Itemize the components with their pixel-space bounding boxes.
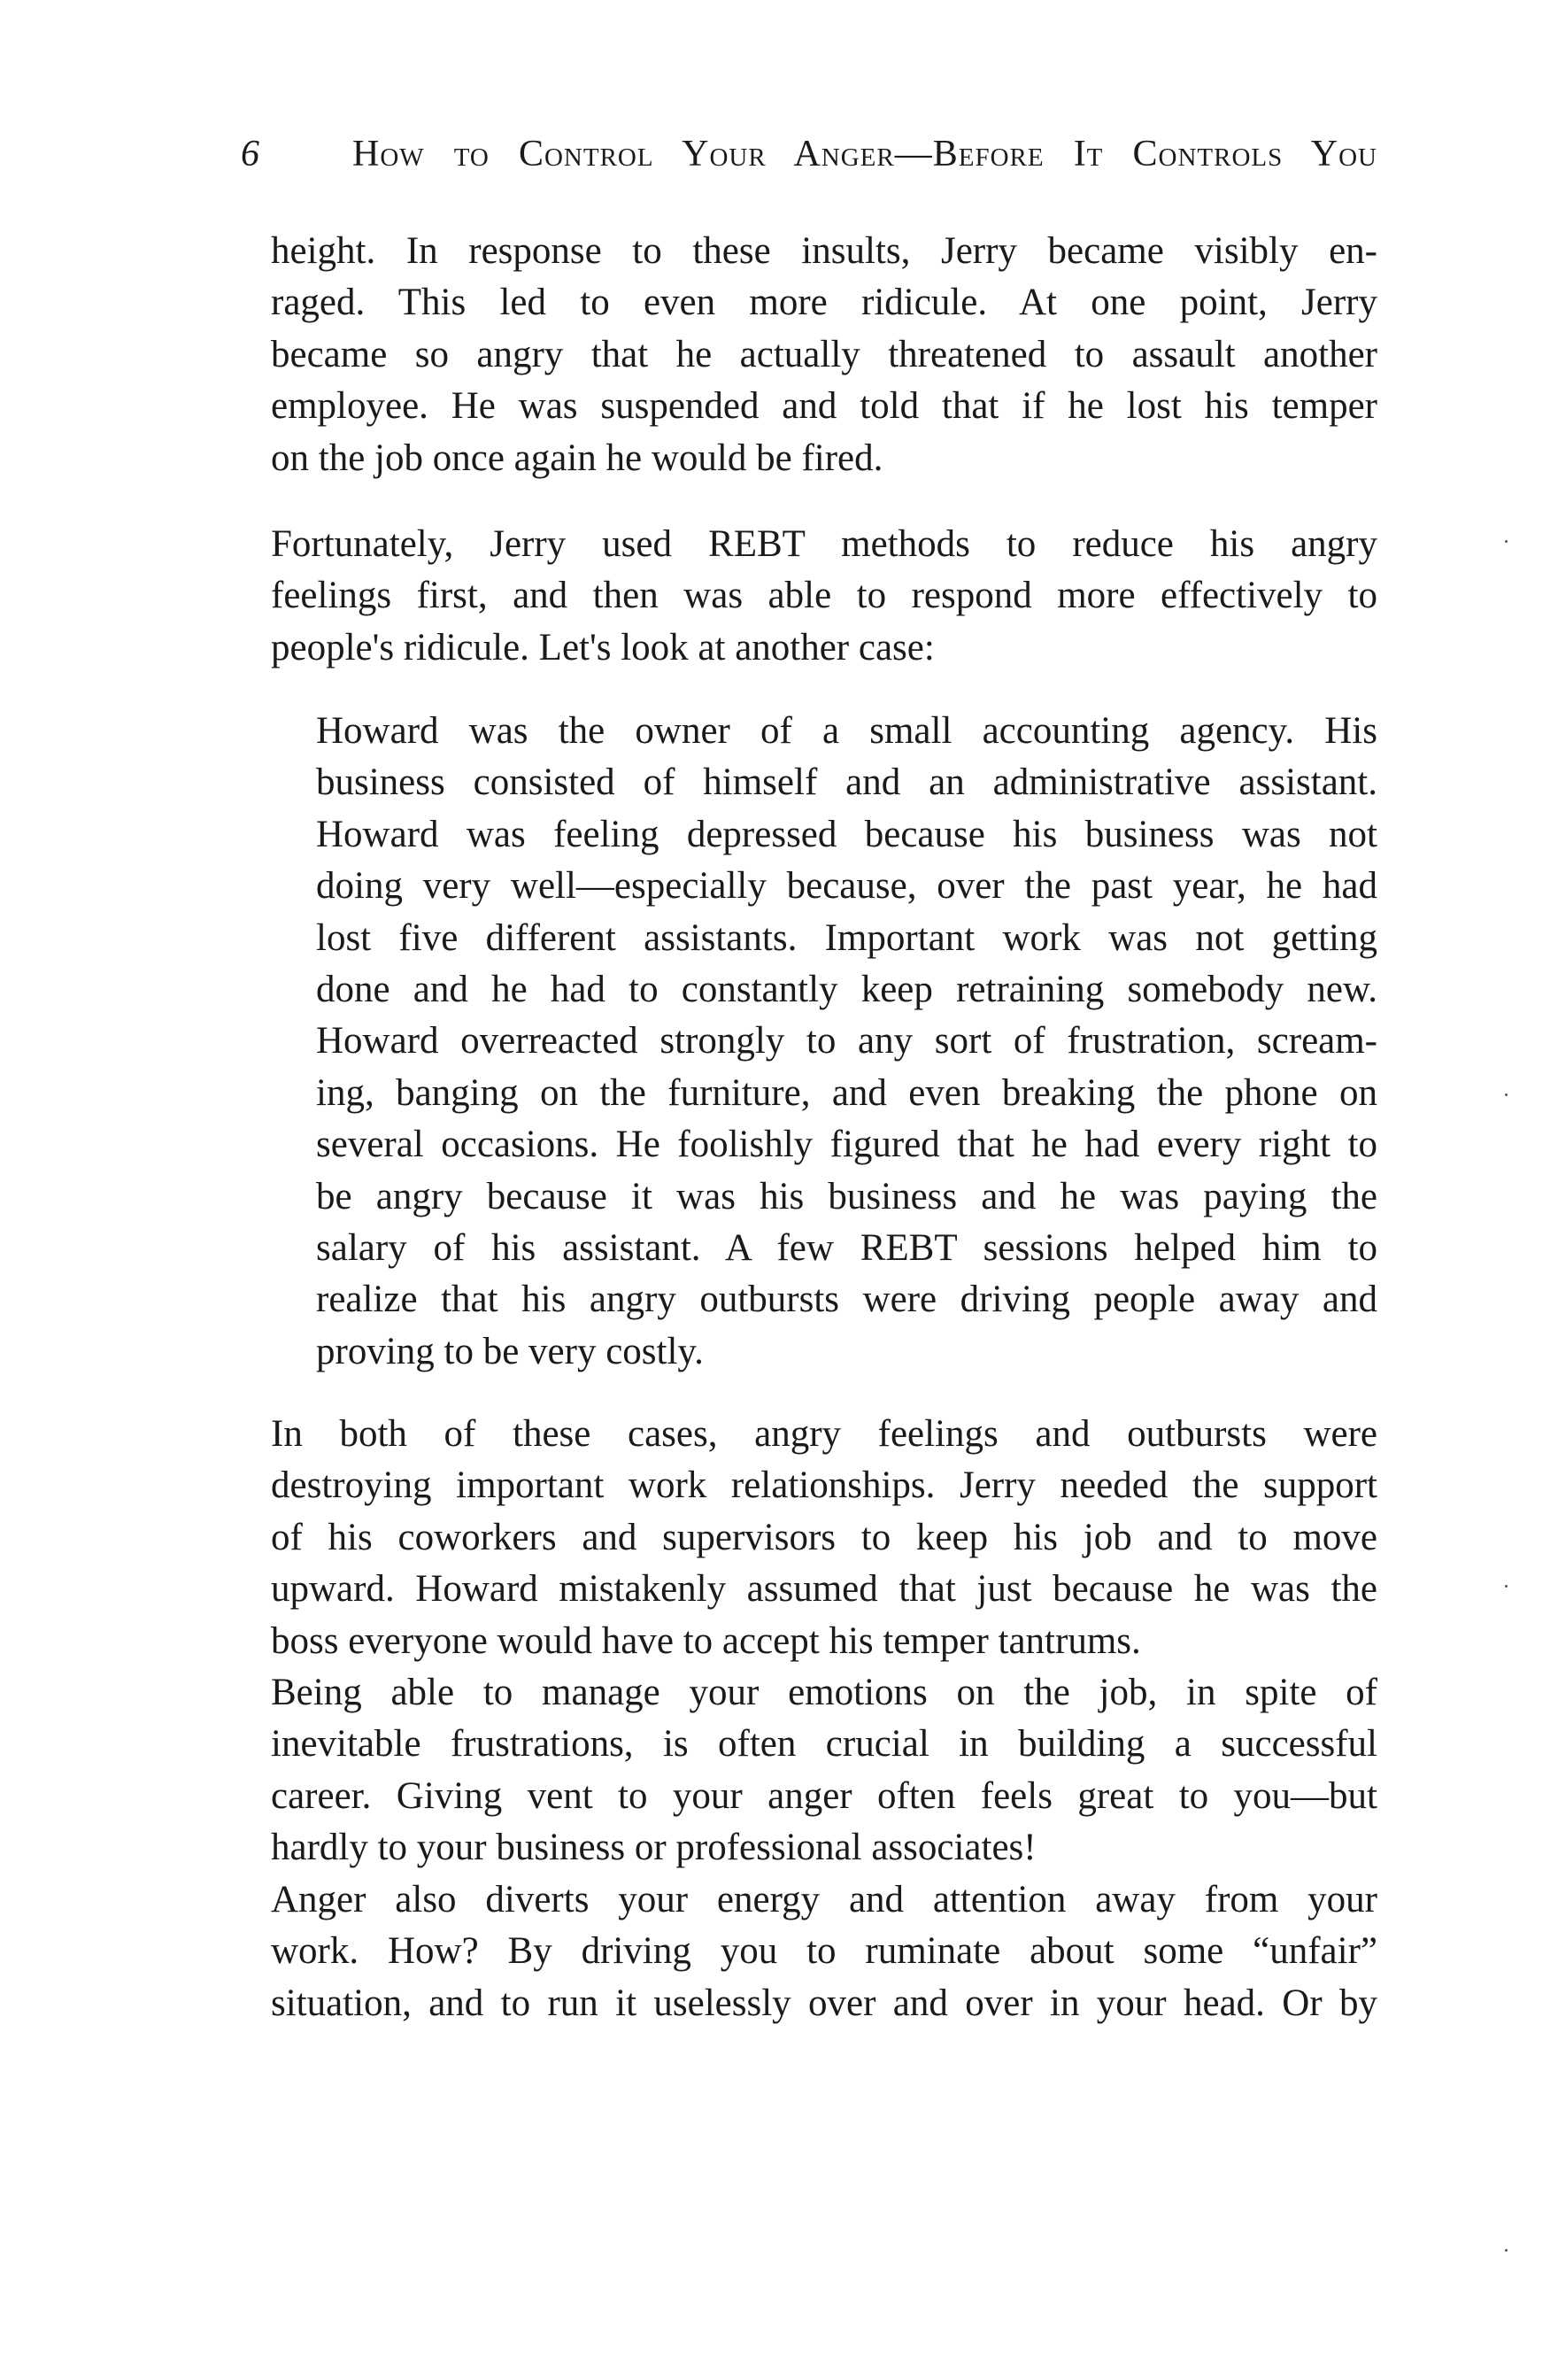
text-line: hardly to your business or professional associates! bbox=[271, 1827, 1037, 1869]
text-line: Howard was the owner of a small accounting agency. His bbox=[316, 710, 1377, 752]
text-line: feelings first, and then was able to respond more effectively to bbox=[271, 575, 1377, 617]
text-line: height. In response to these insults, Jerry became visibly en- bbox=[271, 230, 1377, 272]
text-line: Howard was feeling depressed because his business was not bbox=[316, 813, 1377, 855]
paragraph-jerry-outcome bbox=[271, 226, 1377, 484]
text-line: boss everyone would have to accept his temper tantrums. bbox=[271, 1619, 1141, 1662]
page-number: 6 bbox=[241, 134, 259, 174]
running-header: How to Control Your Anger—Before It Controls You bbox=[352, 134, 1377, 174]
text-line: upward. Howard mistakenly assumed that just because he was the bbox=[271, 1568, 1377, 1611]
text-line: Fortunately, Jerry used REBT methods to reduce his angry bbox=[271, 523, 1377, 565]
text-line: of his coworkers and supervisors to keep his job and to move bbox=[271, 1516, 1377, 1558]
text-line: proving to be very costly. bbox=[316, 1330, 704, 1372]
text-line: done and he had to constantly keep retraining somebody new. bbox=[316, 968, 1377, 1010]
text-line: Anger also diverts your energy and attention away from your bbox=[271, 1879, 1377, 1920]
text-line: ing, banging on the furniture, and even breaking the phone on bbox=[316, 1071, 1377, 1114]
paragraph-manage-emotions bbox=[271, 1667, 1377, 1874]
paragraph-anger-diverts bbox=[271, 1874, 1377, 2029]
text-line: destroying important work relationships. Jerry needed the support bbox=[271, 1464, 1377, 1507]
scan-speck bbox=[1505, 1585, 1508, 1588]
paragraph-both-cases bbox=[271, 1409, 1377, 1667]
text-line: lost five different assistants. Important work was not getting bbox=[316, 916, 1377, 959]
text-line: Howard overreacted strongly to any sort of frustration, scream- bbox=[316, 1020, 1377, 1062]
text-line: several occasions. He foolishly figured that he had every right to bbox=[316, 1124, 1377, 1166]
text-line: business consisted of himself and an administrative assistant. bbox=[316, 761, 1377, 804]
scan-speck bbox=[1505, 1093, 1508, 1096]
paragraph-fortunately bbox=[271, 519, 1377, 674]
case-study-howard bbox=[316, 706, 1377, 1378]
text-line: salary of his assistant. A few REBT sessions helped him to bbox=[316, 1226, 1377, 1269]
text-line: work. How? By driving you to ruminate about some “unfair” bbox=[271, 1930, 1377, 1973]
text-line: be angry because it was his business and he was paying the bbox=[316, 1175, 1377, 1217]
text-line: people's ridicule. Let's look at another case: bbox=[271, 626, 935, 668]
text-line: Being able to manage your emotions on the job, in spite of bbox=[271, 1672, 1377, 1713]
text-line: inevitable frustrations, is often crucial in building a successful bbox=[271, 1723, 1377, 1766]
scan-speck bbox=[1505, 2249, 1508, 2252]
text-line: realize that his angry outbursts were driving people away and bbox=[316, 1279, 1377, 1321]
text-line: raged. This led to even more ridicule. At one point, Jerry bbox=[271, 282, 1377, 324]
text-line: became so angry that he actually threatened to assault another bbox=[271, 333, 1377, 375]
text-line: doing very well—especially because, over the past year, he had bbox=[316, 865, 1377, 908]
scan-speck bbox=[1505, 540, 1508, 543]
text-line: on the job once again he would be fired. bbox=[271, 437, 883, 479]
text-line: employee. He was suspended and told that if he lost his temper bbox=[271, 385, 1377, 428]
text-line: career. Giving vent to your anger often feels great to you—but bbox=[271, 1774, 1377, 1817]
text-line: In both of these cases, angry feelings and outbursts were bbox=[271, 1413, 1377, 1455]
text-line: situation, and to run it uselessly over and over in your head. Or by bbox=[271, 1982, 1377, 2024]
